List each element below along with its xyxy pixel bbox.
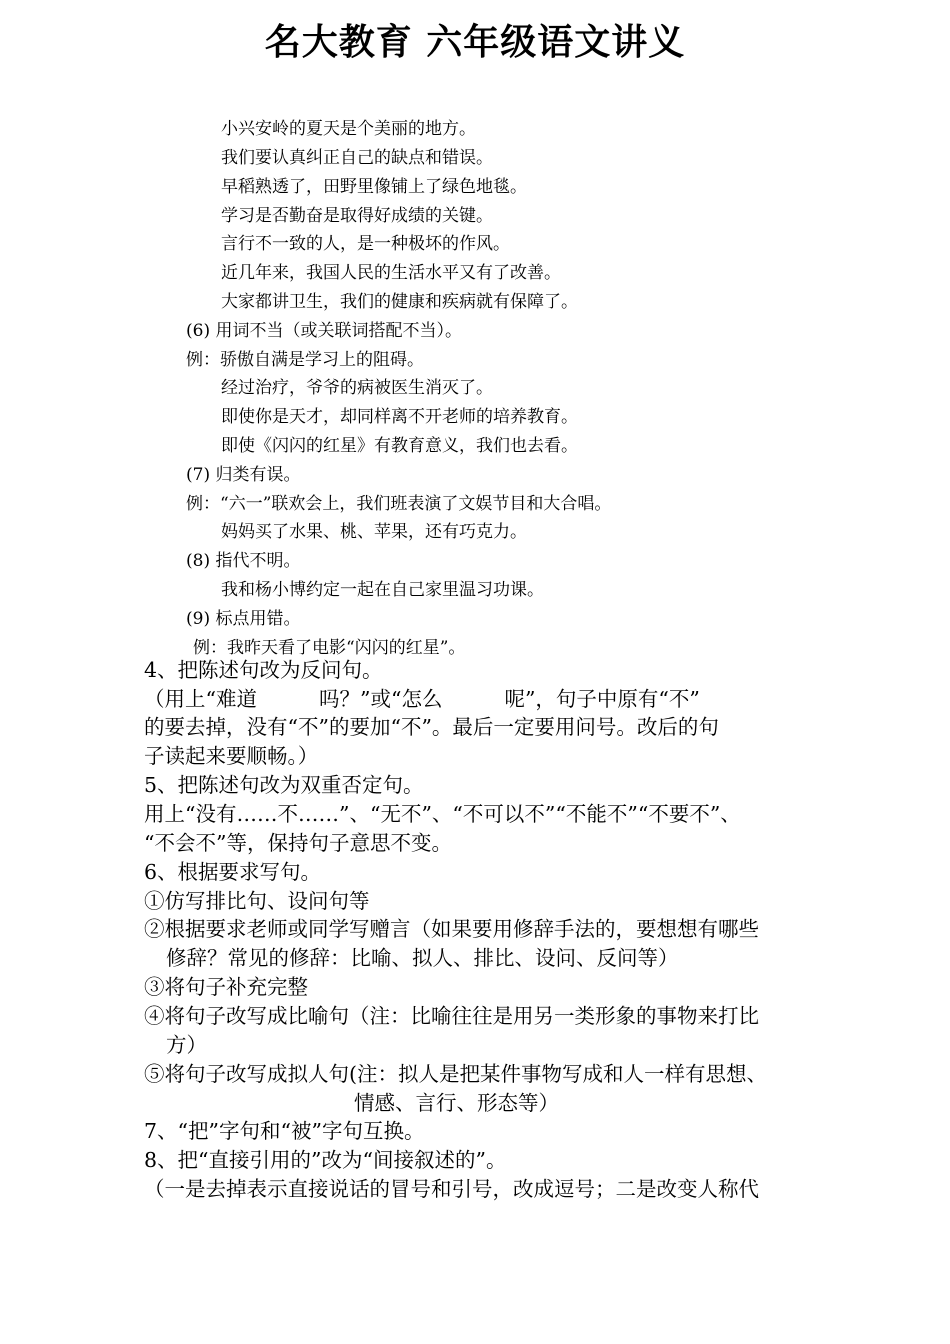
item8-line: （一是去掉表示直接说话的冒号和引号，改成逗号；二是改变人称代 xyxy=(144,1177,759,1201)
example-sentence: 我和杨小博约定一起在自己家里温习功课。 xyxy=(221,580,544,600)
item5-line: “不会不”等，保持句子意思不变。 xyxy=(144,831,452,855)
example-sentence: 近几年来，我国人民的生活水平又有了改善。 xyxy=(221,263,561,283)
example-sentence: 例：“六一”联欢会上，我们班表演了文娱节目和大合唱。 xyxy=(186,494,612,514)
example-sentence: 大家都讲卫生，我们的健康和疾病就有保障了。 xyxy=(221,292,578,312)
item5-heading: 5、把陈述句改为双重否定句。 xyxy=(144,773,424,797)
item6-subitem: ③将句子补充完整 xyxy=(144,975,308,999)
item7-heading: 7、“把”字句和“被”字句互换。 xyxy=(144,1119,425,1143)
example-sentence: 妈妈买了水果、桃、苹果，还有巧克力。 xyxy=(221,522,527,542)
example-sentence: 即使你是天才，却同样离不开老师的培养教育。 xyxy=(221,407,578,427)
example-sentence: 经过治疗，爷爷的病被医生消灭了。 xyxy=(221,378,493,398)
example-sentence: 早稻熟透了，田野里像铺上了绿色地毯。 xyxy=(221,177,527,197)
subsection-heading: (9) 标点用错。 xyxy=(186,609,301,629)
item8-heading: 8、把“直接引用的”改为“间接叙述的”。 xyxy=(144,1148,507,1172)
item6-subitem-cont: 方） xyxy=(166,1033,207,1057)
item6-subitem: ①仿写排比句、设问句等 xyxy=(144,889,370,913)
item6-heading: 6、根据要求写句。 xyxy=(144,860,322,884)
example-sentence: 例：我昨天看了电影“闪闪的红星”。 xyxy=(193,638,466,658)
item6-subitem-cont: 情感、言行、形态等） xyxy=(354,1091,559,1115)
item4-line: 子读起来要顺畅。） xyxy=(144,744,319,768)
subsection-heading: (8) 指代不明。 xyxy=(186,551,301,571)
example-sentence: 言行不一致的人，是一种极坏的作风。 xyxy=(221,234,510,254)
item4-heading: 4、把陈述句改为反问句。 xyxy=(144,658,383,682)
item6-subitem: ④将句子改写成比喻句（注：比喻往往是用另一类形象的事物来打比 xyxy=(144,1004,759,1028)
example-sentence: 学习是否勤奋是取得好成绩的关键。 xyxy=(221,206,493,226)
item6-subitem: ②根据要求老师或同学写赠言（如果要用修辞手法的，要想想有哪些 xyxy=(144,917,759,941)
page-header-title: 名大教育 六年级语文讲义 xyxy=(264,22,686,63)
subsection-heading: (7) 归类有误。 xyxy=(186,465,301,485)
item5-line: 用上“没有……不……”、“无不”、“不可以不”“不能不”“不要不”、 xyxy=(144,802,741,826)
item6-subitem-cont: 修辞？常见的修辞：比喻、拟人、排比、设问、反问等） xyxy=(166,946,679,970)
item4-line: 的要去掉，没有“不”的要加“不”。最后一定要用问号。改后的句 xyxy=(144,715,719,739)
example-sentence: 小兴安岭的夏天是个美丽的地方。 xyxy=(221,119,476,139)
item4-line: （用上“难道 吗？”或“怎么 呢”，句子中原有“不” xyxy=(144,687,700,711)
item6-subitem: ⑤将句子改写成拟人句(注：拟人是把某件事物写成和人一样有思想、 xyxy=(144,1062,767,1086)
example-sentence: 即使《闪闪的红星》有教育意义，我们也去看。 xyxy=(221,436,578,456)
example-sentence: 我们要认真纠正自己的缺点和错误。 xyxy=(221,148,493,168)
example-sentence: 例：骄傲自满是学习上的阻碍。 xyxy=(186,350,424,370)
subsection-heading: (6) 用词不当（或关联词搭配不当）。 xyxy=(186,321,462,341)
